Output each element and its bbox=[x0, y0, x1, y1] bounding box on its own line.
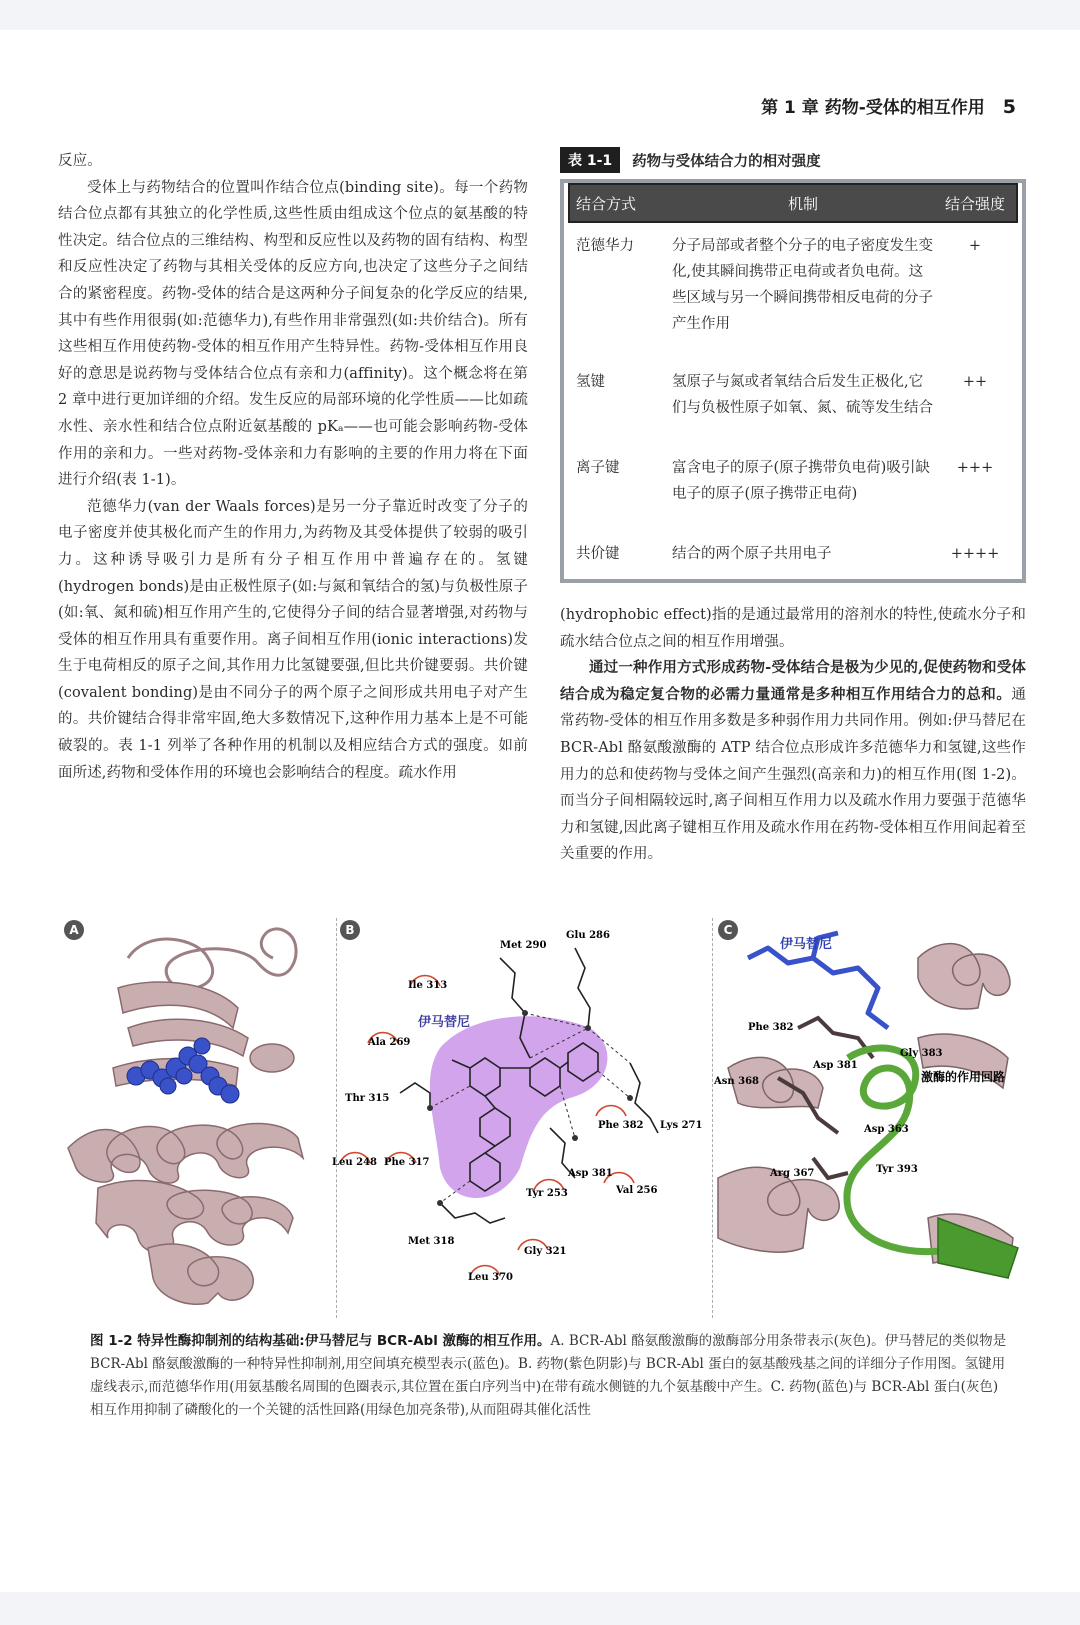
page bbox=[0, 30, 1080, 1592]
table-row bbox=[570, 363, 1016, 449]
label-gly383: Gly 383 bbox=[900, 1048, 943, 1059]
figure-caption bbox=[90, 1330, 1010, 1422]
cell-type: 氢键 bbox=[576, 374, 605, 390]
loop-ribbon-illustration bbox=[714, 918, 1026, 1318]
figure-panel-c bbox=[714, 918, 1026, 1318]
label-met290: Met 290 bbox=[500, 940, 547, 951]
table-body bbox=[560, 179, 1026, 583]
label-leu370: Leu 370 bbox=[468, 1272, 514, 1283]
caption-body: A. BCR-Abl 酪氨酸激酶的激酶部分用条带表示(灰色)。伊马替尼的类似物是 BCR-Abl 酪氨酸激酶的一种特异性抑制剂,用空间填充模型表示(蓝色)。B. 药物(紫色阴影)与 BCR-Abl 蛋白的氨基酸残基之间的详细分子作用图。氢键用虚线表示,而范德华作用(用氨基酸名周围的色圈表示,其位置在蛋白序列当中)在带有疏水侧链的九个氨基酸中产生。C. 药物(蓝色)与 BCR-Abl 蛋白(灰色)相互作用抑制了磷酸化的一个关键的活性回路(用绿色加亮条带),从而阻碍其催化活性 bbox=[90, 1333, 1007, 1418]
cell-strength: ++ bbox=[962, 374, 988, 390]
table-1-1 bbox=[560, 147, 1026, 583]
label-leu248: Leu 248 bbox=[332, 1157, 378, 1168]
panel-divider bbox=[336, 918, 337, 1318]
panel-label-a: A bbox=[64, 920, 84, 940]
table-header bbox=[568, 183, 1018, 223]
label-drug: 伊马替尼 bbox=[418, 1015, 471, 1030]
paragraph: 范德华力(van der Waals forces)是另一分子靠近时改变了分子的电子密度并使其极化而产生的作用力,为药物及其受体提供了较弱的吸引力。这种诱导吸引力是所有分子相互作用中普遍存在的。氢键(hydrogen bonds)是由正极性原子(如:与氮和氧结合的氢)与负极性原子(如:氧、氮和硫)相互作用产生的,它使得分子间的结合显著增强,对药物与受体的相互作用具有重要作用。离子间相互作用(ionic interactions)发生于电荷相反的原子之间,其作用力比氢键要强,但比共价键要弱。共价键(covalent bonding)是由不同分子的两个原子之间形成共用电子对产生的。共价键结合得非常牢固,绝大多数情况下,这种作用力基本上是不可能破裂的。表 1-1 列举了各种作用的机制以及相应结合方式的强度。如前面所述,药物和受体作用的环境也会影响结合的程度。疏水作用 bbox=[58, 498, 528, 781]
label-asp381: Asp 381 bbox=[568, 1168, 613, 1179]
table-row bbox=[570, 227, 1016, 363]
left-column bbox=[58, 148, 528, 786]
page-number: 5 bbox=[1002, 96, 1016, 118]
cell-strength: ++++ bbox=[950, 546, 1000, 562]
figure-panel-a bbox=[58, 918, 332, 1318]
panel-label-b: B bbox=[340, 920, 360, 940]
label-tyr253: Tyr 253 bbox=[526, 1188, 568, 1199]
label-met318: Met 318 bbox=[408, 1236, 455, 1247]
cell-mechanism: 分子局部或者整个分子的电子密度发生变化,使其瞬间携带正电荷或者负电荷。这些区域与另一个瞬间携带相反电荷的分子产生作用 bbox=[672, 238, 933, 332]
figure-panel-b bbox=[332, 918, 708, 1318]
interaction-diagram bbox=[332, 918, 708, 1318]
label-asp363: Asp 363 bbox=[864, 1124, 909, 1135]
running-head bbox=[761, 93, 1016, 118]
label-val256: Val 256 bbox=[616, 1185, 658, 1196]
cell-type: 共价键 bbox=[576, 546, 620, 562]
panel-divider bbox=[712, 918, 713, 1318]
label-lys271: Lys 271 bbox=[660, 1120, 703, 1131]
table-row bbox=[570, 535, 1016, 569]
cell-strength: + bbox=[968, 238, 982, 254]
table-caption bbox=[560, 147, 1026, 173]
label-drug: 伊马替尼 bbox=[780, 937, 833, 952]
cell-type: 范德华力 bbox=[576, 238, 634, 254]
chapter-title: 第 1 章 药物-受体的相互作用 bbox=[761, 98, 985, 118]
paragraph: 反应。 bbox=[58, 153, 102, 169]
paragraph: (hydrophobic effect)指的是通过最常用的溶剂水的特性,使疏水分子和疏水结合位点之间的相互作用增强。 bbox=[560, 607, 1026, 650]
kinase-ribbon-illustration bbox=[58, 918, 332, 1318]
cell-strength: +++ bbox=[956, 460, 994, 476]
label-thr315: Thr 315 bbox=[345, 1093, 390, 1104]
table-title: 药物与受体结合力的相对强度 bbox=[632, 153, 821, 170]
label-ala269: Ala 269 bbox=[368, 1037, 411, 1048]
cell-mechanism: 结合的两个原子共用电子 bbox=[672, 546, 832, 562]
panel-label-c: C bbox=[718, 920, 738, 940]
table-number: 表 1-1 bbox=[560, 147, 620, 173]
label-phe317: Phe 317 bbox=[384, 1157, 430, 1168]
label-glu286: Glu 286 bbox=[566, 930, 610, 941]
bold-sentence: 通过一种作用方式形成药物-受体结合是极为少见的,促使药物和受体结合成为稳定复合物的必需力量通常是多种相互作用结合力的总和。 bbox=[560, 659, 1026, 703]
paragraph: 受体上与药物结合的位置叫作结合位点(binding site)。每一个药物结合位点都有其独立的化学性质,这些性质由组成这个位点的氨基酸的特性决定。结合位点的三维结构、构型和反应性以及药物的固有结构、构型和反应性决定了药物与其相关受体的反应方向,也决定了这些分子之间结合的紧密程度。药物-受体的结合是这两种分子间复杂的化学反应的结果,其中有些作用很弱(如:范德华力),有些作用非常强烈(如:共价结合)。所有这些相互作用使药物-受体的相互作用产生特异性。药物-受体相互作用良好的意思是说药物与受体结合位点有亲和力(affinity)。这个概念将在第 2 章中进行更加详细的介绍。发生反应的局部环境的化学性质——比如疏水性、亲水性和结合位点附近氨基酸的 pKₐ——也可能会影响药物-受体作用的亲和力。一些对药物-受体亲和力有影响的主要的作用力将在下面进行介绍(表 1-1)。 bbox=[58, 179, 528, 489]
label-asp381: Asp 381 bbox=[813, 1060, 858, 1071]
label-tyr393: Tyr 393 bbox=[876, 1164, 918, 1175]
header-cell: 机制 bbox=[787, 194, 818, 213]
header-cell: 结合方式 bbox=[576, 194, 637, 213]
caption-title: 图 1-2 特异性酶抑制剂的结构基础:伊马替尼与 BCR-Abl 激酶的相互作用。 bbox=[90, 1333, 551, 1349]
cell-type: 离子键 bbox=[576, 460, 620, 476]
label-gly321: Gly 321 bbox=[524, 1246, 567, 1257]
label-ile313: Ile 313 bbox=[408, 980, 448, 991]
label-phe382: Phe 382 bbox=[748, 1022, 794, 1033]
table-row bbox=[570, 449, 1016, 535]
cell-mechanism: 富含电子的原子(原子携带负电荷)吸引缺电子的原子(原子携带正电荷) bbox=[672, 460, 930, 502]
label-asn368: Asn 368 bbox=[714, 1076, 760, 1087]
paragraph bbox=[560, 655, 1026, 868]
paragraph-text: 通常药物-受体的相互作用多数是多种弱作用力共同作用。例如:伊马替尼在 BCR-Abl 酪氨酸激酶的 ATP 结合位点形成许多范德华力和氢键,这些作用力的总和使药物与受体之间产生强烈(高亲和力)的相互作用(图 1-2)。而当分子间相隔较远时,离子间相互作用力以及疏水作用力要强于范德华力和氢键,因此离子键相互作用及疏水作用在药物-受体相互作用间起着至关重要的作用。 bbox=[560, 686, 1026, 863]
header-cell: 结合强度 bbox=[944, 194, 1005, 213]
label-phe382: Phe 382 bbox=[598, 1120, 644, 1131]
label-arg367: Arg 367 bbox=[770, 1168, 815, 1179]
cell-mechanism: 氢原子与氮或者氧结合后发生正极化,它们与负极性原子如氧、氮、硫等发生结合 bbox=[672, 374, 933, 416]
label-loop: 激酶的作用回路 bbox=[921, 1070, 1006, 1084]
right-column bbox=[560, 602, 1026, 868]
